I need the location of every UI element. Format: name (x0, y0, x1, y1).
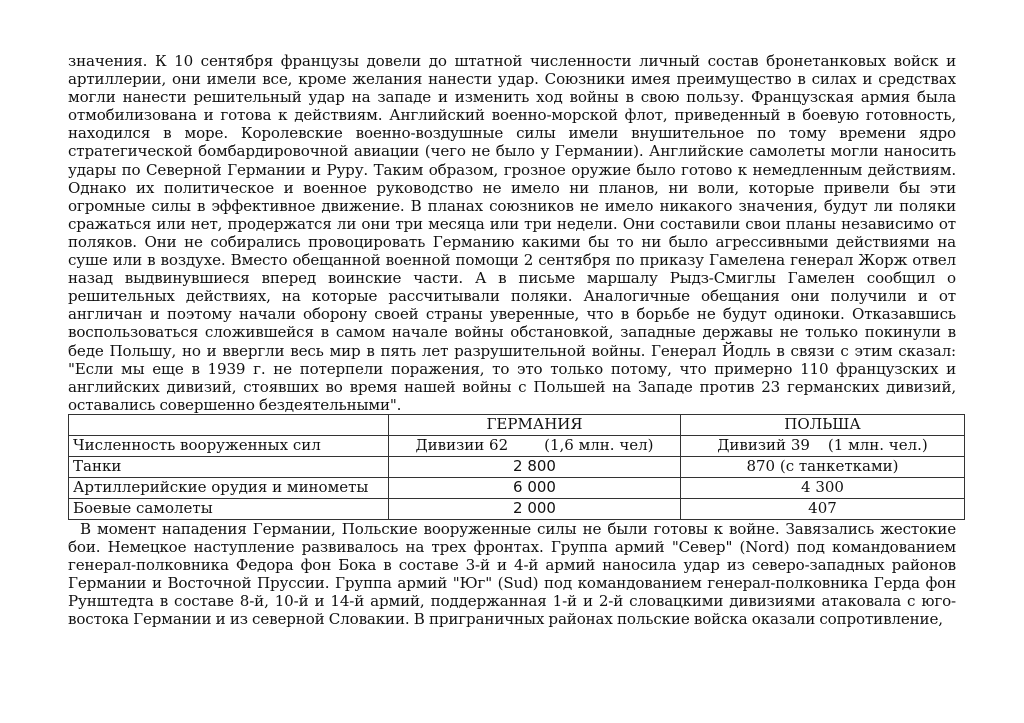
row-label: Артиллерийские орудия и минометы (69, 477, 389, 498)
paragraph-bottom: В момент нападения Германии, Польские вооруженные силы не были готовы к войне. Завязались жестокие бои. Немецкое наступление развивалось на трех фронтах. Группа армий "Север" (Nord) под командованием генерал-полковника Федора фон Бока в составе 3-й и 4-й армий наносила удар из северо-западных районов Германии и Восточной Пруссии. Группа армий "Юг" (Sud) под командованием генерал-полковника Герда фон Рунштедта в составе 8-й, 10-й и 14-й армий, поддержанная 1-й и 2-й словацкими дивизиями атаковала с юго-востока Германии и из северной Словакии. В приграничных районах польские войска оказали сопротивление, (68, 519, 956, 629)
row-label: Численность вооруженных сил (69, 435, 389, 456)
germany-cell (389, 435, 681, 456)
germany-cell: 6 000 (389, 477, 681, 498)
document-page (68, 52, 956, 628)
table-header-row (69, 414, 965, 435)
paragraph-top: значения. К 10 сентября французы довели до штатной численности личный состав бронетанковых войск и артиллерии, они имели все, кроме желания нанести удар. Союзники имея преимущество в силах и средствах могли нанести решительный удар на западе и изменить ход войны в свою пользу. Французская армия была отмобилизована и готова к действиям. Английский военно-морской флот, приведенный в боевую готовность, находился в море. Королевские военно-воздушные силы имели внушительное по тому времени ядро стратегической бомбардировочной авиации (чего не было у Германии). Английские самолеты могли наносить удары по Северной Германии и Руру. Таким образом, грозное оружие было готово к немедленным действиям. Однако их политическое и военное руководство не имело ни планов, ни воли, которые привели бы эти огромные силы в эффективное движение. В планах союзников не имело никакого значения, будут ли поляки сражаться или нет, продержатся ли они три месяца или три недели. Они составили свои планы независимо от поляков. Они не собирались провоцировать Германию какими бы то ни было агрессивными действиями на суше или в воздухе. Вместо обещанной военной помощи 2 сентября по приказу Гамелена генерал Жорж отвел назад выдвинувшиеся вперед воинские части. А в письме маршалу Рыдз-Смиглы Гамелен сообщил о решительных действиях, на которые рассчитывали поляки. Аналогичные обещания они получили и от англичан и поэтому начали оборону своей страны уверенные, что в борьбе не будут одиноки. Отказавшись воспользоваться сложившейся в самом начале войны обстановкой, западные державы не только покинули в беде Польшу, но и ввергли весь мир в пять лет разрушительной войны. Генерал Йодль в связи с этим сказал: "Если мы еще в 1939 г. не потерпели поражения, то это только потому, что примерно 110 французских и английских дивизий, стоявших во время нашей войны с Польшей на Западе против 23 германских дивизий, оставались совершенно бездеятельными". (68, 52, 956, 414)
table-header-empty (69, 414, 389, 435)
poland-personnel: (1 млн. чел.) (827, 436, 928, 455)
row-label: Боевые самолеты (69, 498, 389, 519)
germany-personnel: (1,6 млн. чел) (544, 436, 654, 455)
table-row (69, 435, 965, 456)
poland-cell: 870 (с танкетками) (681, 456, 965, 477)
table-header-germany: ГЕРМАНИЯ (389, 414, 681, 435)
table-row (69, 498, 965, 519)
germany-cell: 2 000 (389, 498, 681, 519)
poland-cell: 4 300 (681, 477, 965, 498)
table-row (69, 456, 965, 477)
poland-divisions: Дивизий 39 (717, 436, 810, 455)
table-row (69, 477, 965, 498)
row-label: Танки (69, 456, 389, 477)
poland-cell: 407 (681, 498, 965, 519)
table-header-poland: ПОЛЬША (681, 414, 965, 435)
germany-divisions: Дивизии 62 (415, 436, 509, 455)
germany-cell: 2 800 (389, 456, 681, 477)
forces-comparison-table (68, 414, 965, 520)
poland-cell (681, 435, 965, 456)
